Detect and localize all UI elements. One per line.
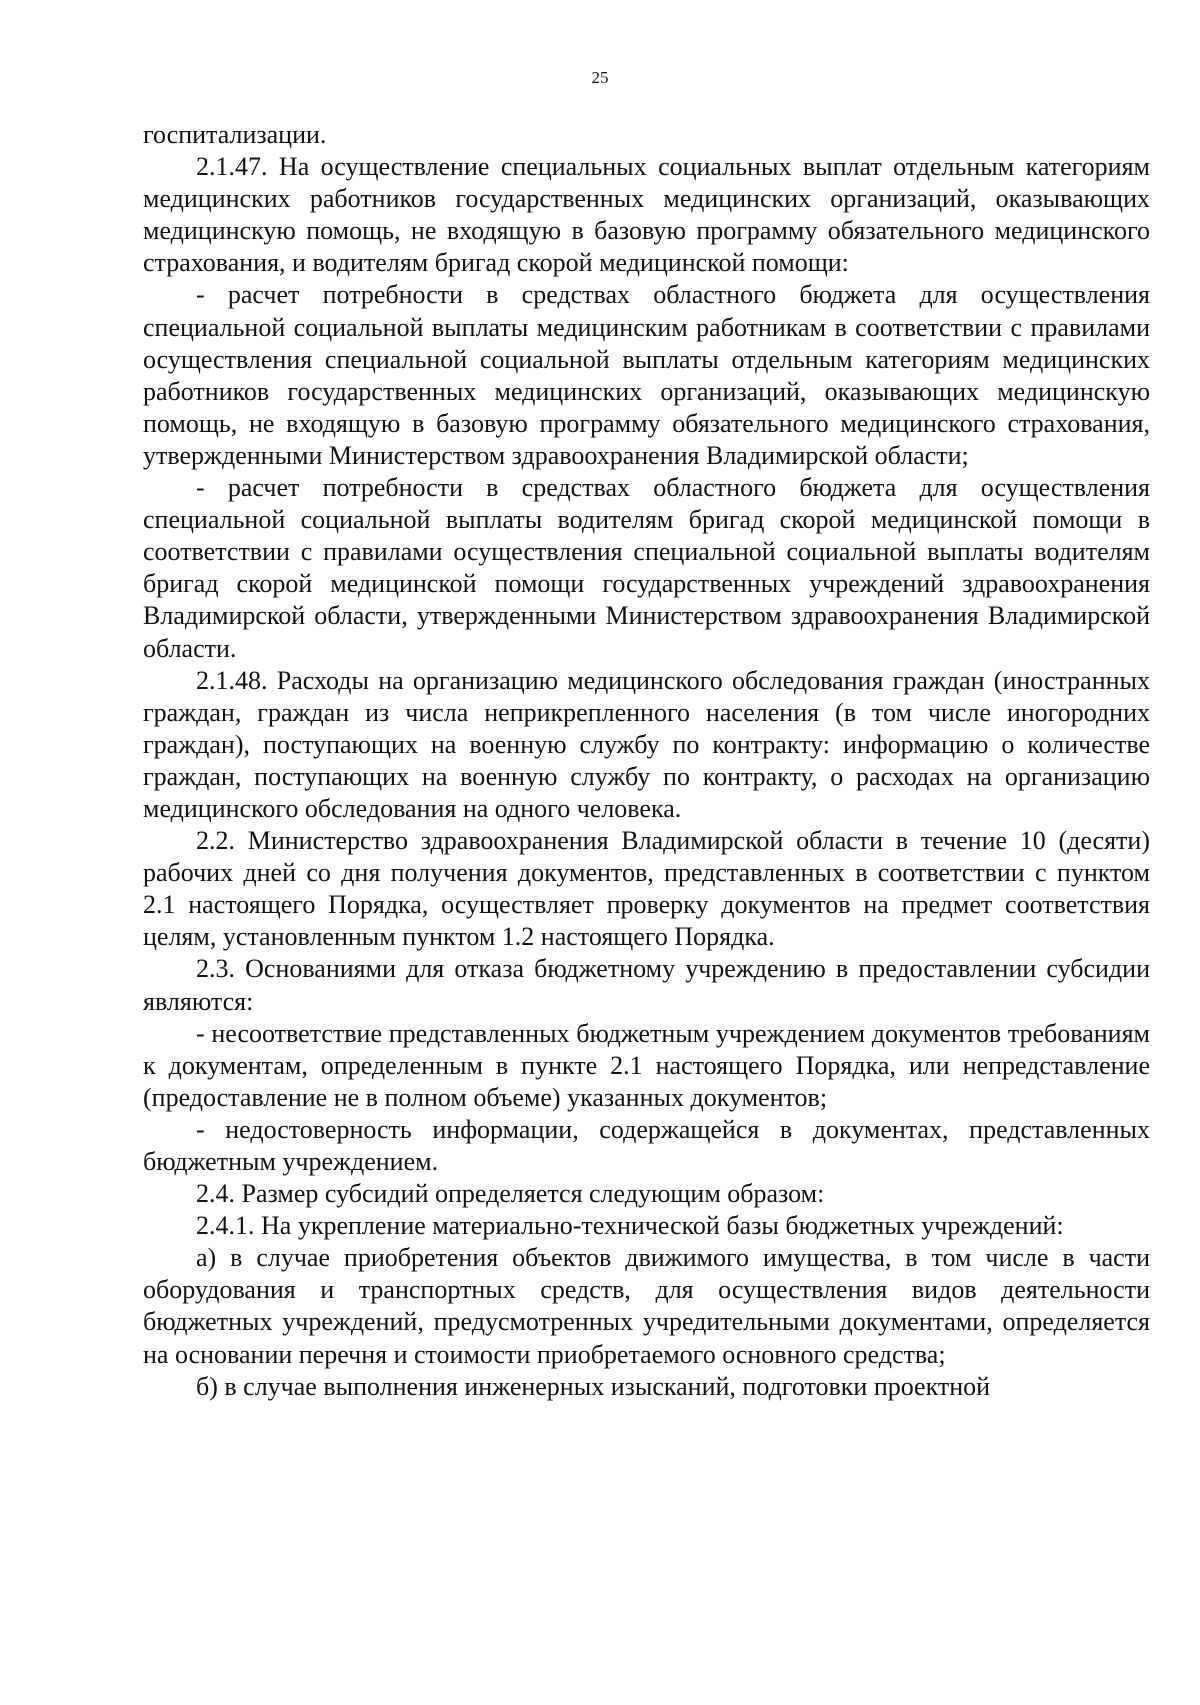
page-number: 25 — [591, 68, 609, 87]
paragraph-2-4-1: 2.4.1. На укрепление материально-технической базы бюджетных учреждений: — [196, 1211, 1064, 1241]
paragraph-item-b: б) в случае выполнения инженерных изысканий, подготовки проектной — [196, 1371, 991, 1401]
document-body — [143, 119, 1150, 1403]
paragraph-refusal-reason-2: - недостоверность информации, содержащейся в документах, представленных бюджетным учреждением. — [143, 1114, 1150, 1176]
paragraph-2-1-48: 2.1.48. Расходы на организацию медицинского обследования граждан (иностранных граждан, граждан из числа неприкрепленного населения (в том числе иногородних граждан), поступающих на военную службу по контракту: информацию о количестве граждан, поступающих на военную службу по контракту, о расходах на организацию медицинского обследования на одного человека. — [143, 665, 1150, 823]
paragraph-ambulance-drivers-payment: - расчет потребности в средствах областного бюджета для осуществления специальной социальной выплаты водителям бригад скорой медицинской помощи в соответствии с правилами осуществления специальной социальной выплаты водителям бригад скорой медицинской помощи государственных учреждений здравоохранения Владимирской области, утвержденными Министерством здравоохранения Владимирской области. — [143, 473, 1150, 663]
paragraph-item-a: а) в случае приобретения объектов движимого имущества, в том числе в части оборудования и транспортных средств, для осуществления видов деятельности бюджетных учреждений, предусмотренных учредительными документами, определяется на основании перечня и стоимости приобретаемого основного средства; — [143, 1243, 1150, 1369]
paragraph-medical-workers-payment: - расчет потребности в средствах областного бюджета для осуществления специальной социальной выплаты медицинским работникам в соответствии с правилами осуществления специальной социальной выплаты отдельным категориям медицинских работников государственных медицинских организаций, оказывающих медицинскую помощь, не входящую в базовую программу обязательного медицинского страхования, утвержденными Министерством здравоохранения Владимирской области; — [143, 280, 1150, 470]
paragraph-continuation: госпитализации. — [143, 120, 327, 149]
paragraph-2-1-47: 2.1.47. На осуществление специальных социальных выплат отдельным категориям медицинских работников государственных медицинских организаций, оказывающих медицинскую помощь, не входящую в базовую программу обязательного медицинского страхования, и водителям бригад скорой медицинской помощи: — [143, 152, 1150, 278]
paragraph-2-2: 2.2. Министерство здравоохранения Владимирской области в течение 10 (десяти) рабочих дней со дня получения документов, представленных в соответствии с пунктом 2.1 настоящего Порядка, осуществляет проверку документов на предмет соответствия целям, установленным пунктом 1.2 настоящего Порядка. — [143, 826, 1150, 952]
paragraph-refusal-reason-1: - несоответствие представленных бюджетным учреждением документов требованиям к документам, определенным в пункте 2.1 настоящего Порядка, или непредставление (предоставление не в полном объеме) указанных документов; — [143, 1018, 1150, 1112]
paragraph-2-4: 2.4. Размер субсидий определяется следующим образом: — [196, 1179, 825, 1209]
paragraph-2-3: 2.3. Основаниями для отказа бюджетному учреждению в предоставлении субсидии являются: — [143, 954, 1150, 1016]
